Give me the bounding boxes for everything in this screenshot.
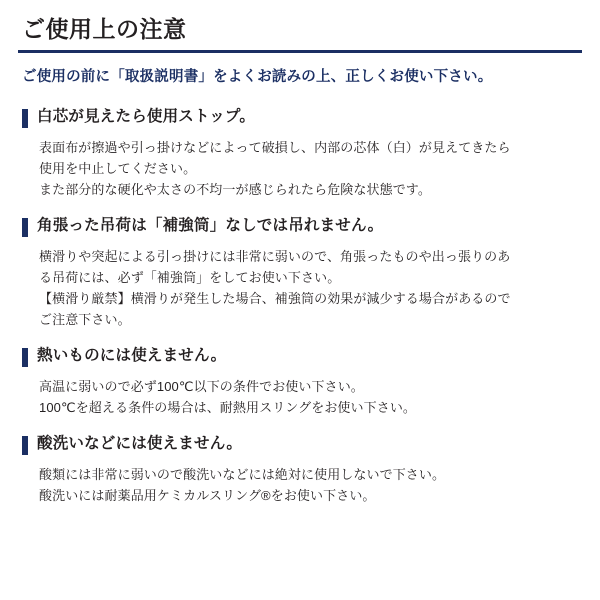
section-title: 白芯が見えたら使用ストップ。: [37, 107, 256, 125]
section-heading-row: [22, 107, 582, 128]
section-line: 100℃を超える条件の場合は、耐熱用スリングをお使い下さい。: [39, 400, 417, 416]
lead-text: ご使用の前に「取扱説明書」をよくお読みの上、正しくお使い下さい。: [22, 68, 493, 85]
section-line: 横滑りや突起による引っ掛けには非常に弱いので、角張ったものや出っ張りのあ: [39, 249, 511, 265]
section-title: 酸洗いなどには使えません。: [37, 435, 243, 453]
section-heading-row: [22, 346, 582, 367]
page-title: ご使用上の注意: [22, 16, 187, 42]
bullet-bar-icon: [22, 218, 28, 237]
section-line: ご注意下さい。: [39, 312, 131, 328]
notice-section-2: [0, 216, 600, 330]
section-heading-row: [22, 434, 582, 455]
section-body: [39, 464, 582, 506]
section-title: 角張った吊荷は「補強筒」なしでは吊れません。: [37, 217, 384, 235]
section-heading-row: [22, 216, 582, 237]
section-line: 表面布が擦過や引っ掛けなどによって破損し、内部の芯体（白）が見えてきたら: [39, 139, 511, 155]
section-line: また部分的な硬化や太さの不均一が感じられたら危険な状態です。: [39, 181, 431, 197]
bullet-bar-icon: [22, 109, 28, 128]
section-body: [39, 137, 582, 200]
notice-section-3: [0, 346, 600, 418]
notice-section-1: [0, 107, 600, 200]
bullet-bar-icon: [22, 348, 28, 367]
section-body: [39, 246, 582, 330]
section-line: 使用を中止してください。: [39, 160, 197, 176]
section-line: 酸類には非常に弱いので酸洗いなどには絶対に使用しないで下さい。: [39, 467, 446, 483]
section-title: 熱いものには使えません。: [37, 347, 227, 365]
bullet-bar-icon: [22, 436, 28, 455]
notice-section-4: [0, 434, 600, 506]
section-line: 【横滑り厳禁】横滑りが発生した場合、補強筒の効果が減少する場合があるので: [39, 291, 511, 307]
section-line: る吊荷には、必ず「補強筒」をしてお使い下さい。: [39, 270, 341, 286]
section-body: [39, 376, 582, 418]
section-line: 酸洗いには耐薬品用ケミカルスリング®をお使い下さい。: [39, 488, 376, 504]
section-line: 高温に弱いので必ず100℃以下の条件でお使い下さい。: [39, 379, 364, 395]
